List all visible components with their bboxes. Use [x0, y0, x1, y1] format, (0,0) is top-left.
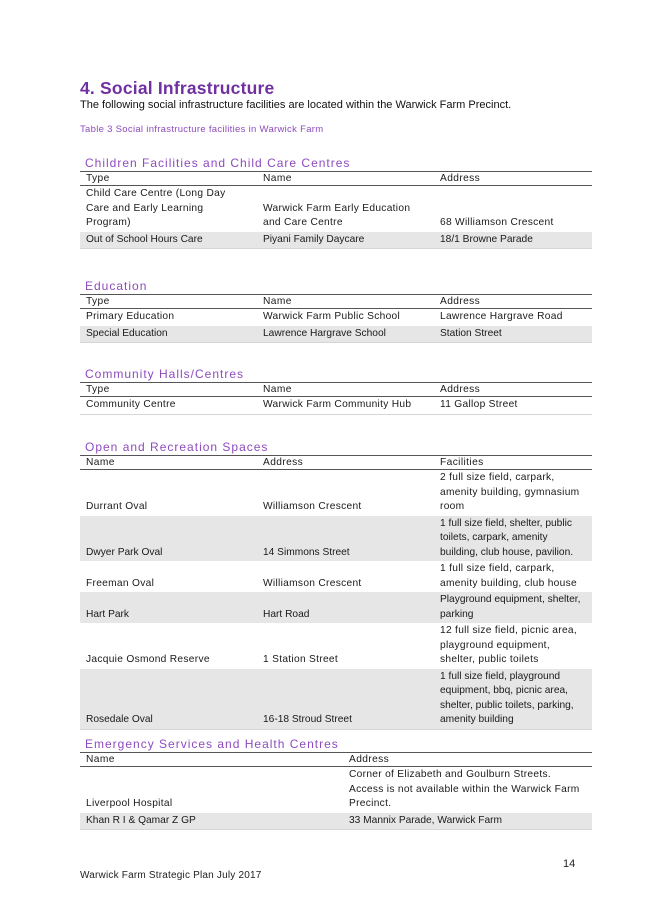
- table-cell: Corner of Elizabeth and Goulburn Streets. Access is not available within the Warwick Farm Precinct.: [349, 769, 580, 809]
- table-cell: 1 full size field, carpark, amenity building, club house: [440, 563, 577, 589]
- table-caption: Table 3 Social infrastructure facilities in Warwick Farm: [80, 124, 324, 135]
- table-row: [80, 669, 592, 730]
- open-spaces-table: [80, 455, 592, 730]
- table-cell: Primary Education: [86, 311, 175, 322]
- table-cell: Station Street: [434, 326, 592, 343]
- emergency-table: [80, 752, 592, 830]
- table-row: [80, 561, 592, 592]
- children-facilities-section: [80, 156, 592, 249]
- column-header: Facilities: [434, 456, 592, 470]
- open-spaces-section: [80, 440, 592, 730]
- table-row: [80, 767, 592, 813]
- table-cell: Durrant Oval: [86, 501, 148, 512]
- column-header: Type: [80, 383, 257, 397]
- table-cell: Williamson Crescent: [263, 577, 362, 589]
- table-cell: 68 Williamson Crescent: [440, 217, 554, 228]
- column-header: Type: [80, 172, 257, 186]
- intro-text: The following social infrastructure facilities are located within the Warwick Farm Precinct.: [80, 99, 512, 111]
- table-cell: 16-18 Stroud Street: [257, 669, 434, 730]
- community-halls-table: [80, 382, 592, 415]
- table-row: [80, 186, 592, 232]
- column-header: Name: [257, 383, 434, 397]
- table-row: [80, 309, 592, 326]
- education-section: [80, 279, 592, 343]
- column-header: Address: [257, 456, 434, 470]
- table-row: [80, 592, 592, 623]
- table-cell: Jacquie Osmond Reserve: [86, 654, 210, 665]
- table-row: [80, 397, 592, 415]
- table-cell: 14 Simmons Street: [257, 516, 434, 562]
- table-cell: Out of School Hours Care: [80, 232, 257, 249]
- column-header: Address: [434, 295, 592, 309]
- table-row: [80, 813, 592, 830]
- table-cell: Rosedale Oval: [80, 669, 257, 730]
- column-header: Address: [343, 753, 592, 767]
- table-cell: 11 Gallop Street: [434, 397, 592, 415]
- column-header: Address: [434, 383, 592, 397]
- community-halls-title: Community Halls/Centres: [85, 367, 245, 381]
- table-row: [80, 326, 592, 343]
- column-header: Name: [257, 172, 434, 186]
- table-cell: 12 full size field, picnic area, playground equipment, shelter, public toilets: [440, 625, 578, 665]
- table-cell: Dwyer Park Oval: [80, 516, 257, 562]
- table-cell: Warwick Farm Early Education and Care Centre: [263, 202, 411, 228]
- column-header: Type: [80, 295, 257, 309]
- table-row: [80, 232, 592, 249]
- children-facilities-table: [80, 171, 592, 249]
- column-header: Name: [257, 295, 434, 309]
- table-cell: Piyani Family Daycare: [257, 232, 434, 249]
- community-halls-section: [80, 367, 592, 415]
- table-cell: 18/1 Browne Parade: [434, 232, 592, 249]
- table-cell: Special Education: [80, 326, 257, 343]
- section-heading: 4. Social Infrastructure: [80, 78, 275, 98]
- table-cell: Hart Park: [80, 592, 257, 623]
- table-cell: 1 full size field, playground equipment, bbq, picnic area, shelter, public toilets, parking, amenity building: [434, 669, 592, 730]
- table-cell: Lawrence Hargrave School: [257, 326, 434, 343]
- emergency-section: [80, 737, 592, 830]
- page-footer: Warwick Farm Strategic Plan July 2017: [80, 870, 262, 881]
- table-cell: Lawrence Hargrave Road: [440, 311, 563, 322]
- table-cell: 1 Station Street: [263, 654, 339, 665]
- table-row: [80, 470, 592, 516]
- children-facilities-title: Children Facilities and Child Care Centres: [85, 156, 351, 170]
- table-cell: Child Care Centre (Long Day Care and Early Learning Program): [86, 188, 226, 228]
- table-cell: Williamson Crescent: [263, 501, 362, 512]
- education-table: [80, 294, 592, 343]
- table-cell: Freeman Oval: [86, 577, 155, 589]
- table-cell: 2 full size field, carpark, amenity building, gymnasium room: [440, 472, 580, 512]
- table-cell: Liverpool Hospital: [86, 798, 173, 809]
- table-cell: 1 full size field, shelter, public toilets, carpark, amenity building, club house, pavilion.: [434, 516, 592, 562]
- table-cell: Playground equipment, shelter, parking: [434, 592, 592, 623]
- column-header: Address: [434, 172, 592, 186]
- table-cell: Khan R I & Qamar Z GP: [80, 813, 343, 830]
- table-cell: Hart Road: [257, 592, 434, 623]
- education-title: Education: [85, 279, 148, 293]
- page-number: 14: [563, 858, 576, 870]
- table-row: [80, 516, 592, 562]
- open-spaces-title: Open and Recreation Spaces: [85, 440, 269, 454]
- column-header: Name: [80, 753, 343, 767]
- table-cell: Warwick Farm Community Hub: [257, 397, 434, 415]
- table-cell: 33 Mannix Parade, Warwick Farm: [343, 813, 592, 830]
- table-cell: Warwick Farm Public School: [263, 311, 401, 322]
- table-row: [80, 623, 592, 669]
- emergency-title: Emergency Services and Health Centres: [85, 737, 339, 751]
- column-header: Name: [80, 456, 257, 470]
- table-cell: Community Centre: [80, 397, 257, 415]
